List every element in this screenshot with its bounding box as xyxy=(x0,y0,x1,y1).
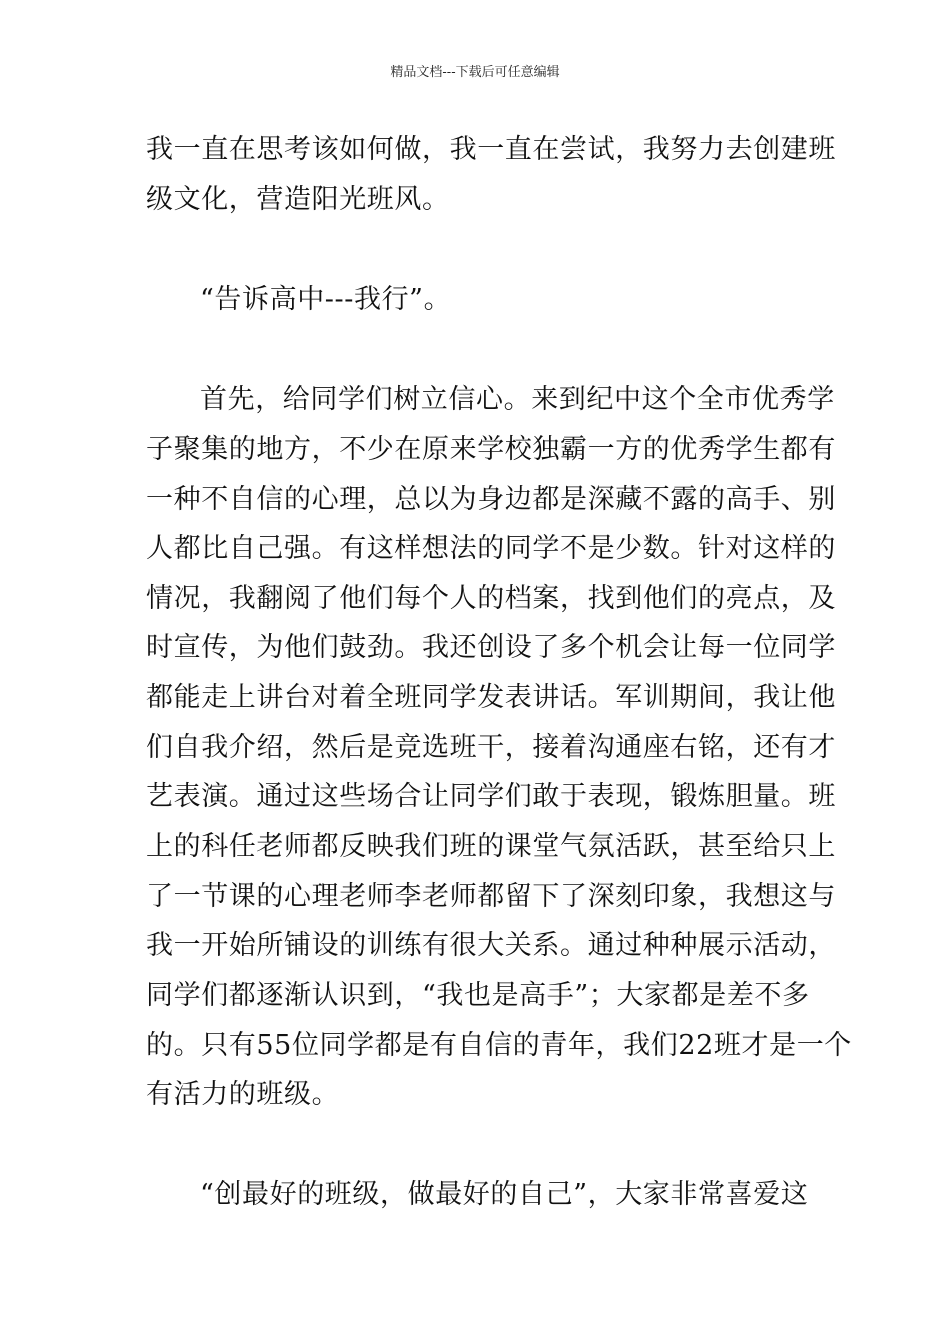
text-line: 都能走上讲台对着全班同学发表讲话。军训期间，我让他 xyxy=(146,682,836,713)
text-line: 上的科任老师都反映我们班的课堂气氛活跃，甚至给只上 xyxy=(146,831,836,862)
text-line: 了一节课的心理老师李老师都留下了深刻印象，我想这与 xyxy=(146,881,836,912)
text-line: “创最好的班级，做最好的自己”，大家非常喜爱这 xyxy=(200,1179,809,1210)
text-line: 级文化，营造阳光班风。 xyxy=(146,184,450,215)
text-line: 艺表演。通过这些场合让同学们敢于表现，锻炼胆量。班 xyxy=(146,781,836,812)
text-line: 一种不自信的心理，总以为身边都是深藏不露的高手、别 xyxy=(146,484,836,515)
text-line: 们自我介绍，然后是竞选班干，接着沟通座右铭，还有才 xyxy=(146,732,836,763)
text-line: 有活力的班级。 xyxy=(146,1079,340,1110)
page-header: 精品文档---下载后可任意编辑 xyxy=(390,65,560,80)
text-line: 首先，给同学们树立信心。来到纪中这个全市优秀学 xyxy=(200,384,835,415)
text-line: 情况，我翻阅了他们每个人的档案，找到他们的亮点，及 xyxy=(146,583,836,614)
text-line: 时宣传，为他们鼓劲。我还创设了多个机会让每一位同学 xyxy=(146,632,836,663)
text-line: 我一开始所铺设的训练有很大关系。通过种种展示活动， xyxy=(146,930,836,961)
text-line: “告诉高中---我行”。 xyxy=(200,284,452,315)
text-line: 人都比自己强。有这样想法的同学不是少数。针对这样的 xyxy=(146,533,836,564)
text-line: 同学们都逐渐认识到，“我也是高手”；大家都是差不多 xyxy=(146,980,810,1011)
text-line: 我一直在思考该如何做，我一直在尝试，我努力去创建班 xyxy=(146,134,836,165)
text-line: 的。只有55位同学都是有自信的青年，我们22班才是一个 xyxy=(146,1030,852,1061)
text-line: 子聚集的地方，不少在原来学校独霸一方的优秀学生都有 xyxy=(146,434,836,465)
